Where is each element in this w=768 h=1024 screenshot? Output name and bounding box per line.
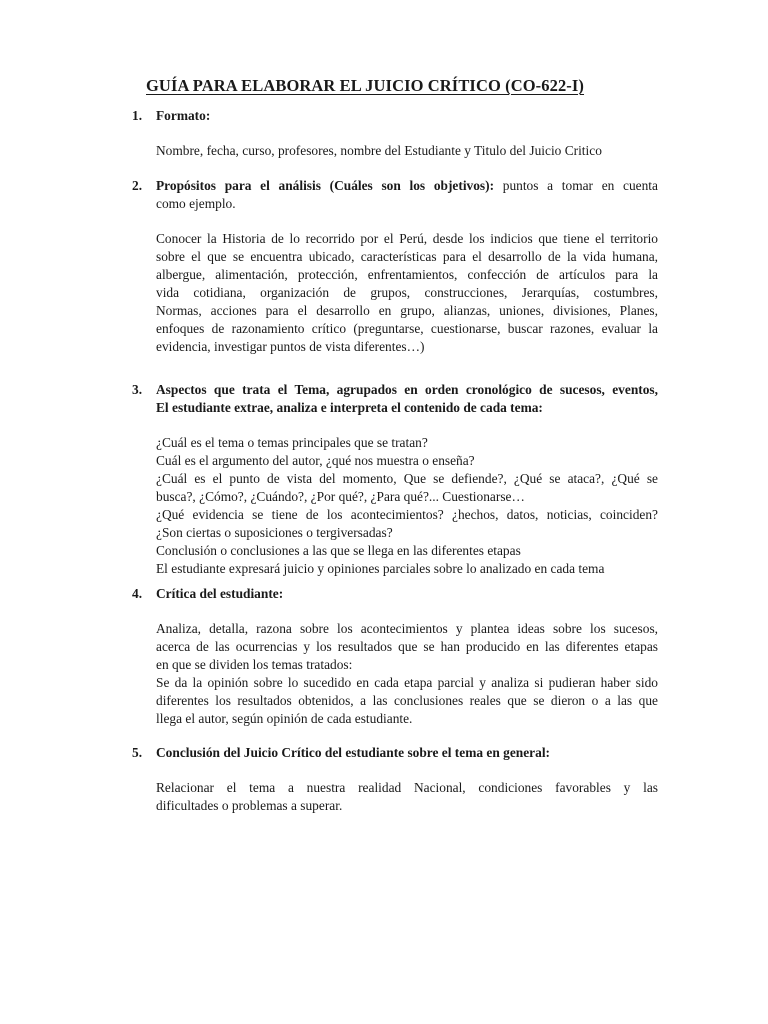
body-line: en que se dividen los temas tratados:	[156, 657, 353, 672]
section-heading: Crítica del estudiante:	[156, 586, 284, 601]
section-3	[132, 381, 658, 417]
body-line: Conocer la Historia de lo recorrido por el Perú, desde los indicios que tiene el territorio	[156, 231, 658, 246]
section-heading-continuation: como ejemplo.	[156, 196, 236, 211]
body-line: diferentes los resultados obtenidos, a las conclusiones reales que se dieron o a las que	[156, 693, 658, 708]
section-3-body	[132, 434, 658, 578]
section-heading-block	[156, 177, 658, 213]
section-heading	[156, 381, 658, 417]
body-line: Se da la opinión sobre lo sucedido en cada etapa parcial y analiza si pudieran haber sido	[156, 675, 658, 690]
section-1-body	[132, 142, 658, 160]
section-body	[156, 779, 658, 815]
section-4	[132, 585, 658, 603]
body-line: ¿Son ciertas o suposiciones o tergiversadas?	[156, 525, 393, 540]
section-body	[156, 142, 658, 160]
body-line: Relacionar el tema a nuestra realidad Nacional, condiciones favorables y las	[156, 780, 658, 795]
section-heading-line: El estudiante extrae, analiza e interpreta el contenido de cada tema:	[156, 400, 543, 415]
body-line: Nombre, fecha, curso, profesores, nombre del Estudiante y Titulo del Juicio Critico	[156, 143, 602, 158]
body-line: llega el autor, según opinión de cada estudiante.	[156, 711, 413, 726]
section-5	[132, 744, 658, 762]
document-title	[146, 76, 612, 96]
section-body	[156, 230, 658, 356]
body-line: ¿Qué evidencia se tiene de los acontecimientos? ¿hechos, datos, noticias, coinciden?	[156, 507, 658, 522]
body-line: ¿Cuál es el tema o temas principales que se tratan?	[156, 435, 428, 450]
body-line: evidencia, investigar puntos de vista diferentes…)	[156, 339, 425, 354]
body-line: Analiza, detalla, razona sobre los acontecimientos y plantea ideas sobre los sucesos,	[156, 621, 658, 636]
section-2-body	[132, 230, 658, 356]
body-line: dificultades o problemas a superar.	[156, 798, 343, 813]
section-5-body	[132, 779, 658, 815]
body-line: sobre el que se encuentra ubicado, características para el desarrollo de la vida humana,	[156, 249, 658, 264]
body-line: enfoques de razonamiento crítico (preguntarse, cuestionarse, buscar razones, evaluar la	[156, 321, 658, 336]
body-line: albergue, alimentación, protección, enfrentamientos, confección de artículos para la	[156, 267, 658, 282]
body-line: Normas, acciones para el desarrollo en grupo, alianzas, uniones, divisiones, Planes,	[156, 303, 658, 318]
body-line: acerca de las ocurrencias y los resultados que se han producido en las diferentes etapas	[156, 639, 658, 654]
body-line: Conclusión o conclusiones a las que se llega en las diferentes etapas	[156, 543, 521, 558]
section-number: 1.	[132, 108, 143, 123]
section-number: 2.	[132, 178, 143, 193]
section-heading-line	[156, 177, 658, 195]
section-number: 4.	[132, 586, 143, 601]
section-heading-tail: puntos a tomar en cuenta	[502, 178, 658, 193]
body-line: busca?, ¿Cómo?, ¿Cuándo?, ¿Por qué?, ¿Para qué?... Cuestionarse…	[156, 489, 525, 504]
section-2	[132, 177, 658, 213]
section-heading: Formato:	[156, 108, 211, 123]
body-line: ¿Cuál es el punto de vista del momento, Que se defiende?, ¿Qué se ataca?, ¿Qué se	[156, 471, 658, 486]
section-1	[132, 107, 658, 125]
section-body	[156, 434, 658, 578]
section-body	[156, 620, 658, 728]
body-line: El estudiante expresará juicio y opiniones parciales sobre lo analizado en cada tema	[156, 561, 605, 576]
section-number: 5.	[132, 745, 143, 760]
section-heading: Propósitos para el análisis (Cuáles son los objetivos):	[156, 178, 495, 193]
section-heading-line: Aspectos que trata el Tema, agrupados en orden cronológico de sucesos, eventos,	[156, 382, 658, 397]
body-line: vida cotidiana, organización de grupos, construcciones, Jerarquías, costumbres,	[156, 285, 658, 300]
section-number: 3.	[132, 382, 143, 397]
section-4-body	[132, 620, 658, 728]
section-heading: Conclusión del Juicio Crítico del estudiante sobre el tema en general:	[156, 745, 550, 760]
document-title-text: GUÍA PARA ELABORAR EL JUICIO CRÍTICO (CO-622-I)	[146, 76, 585, 95]
body-line: Cuál es el argumento del autor, ¿qué nos muestra o enseña?	[156, 453, 475, 468]
